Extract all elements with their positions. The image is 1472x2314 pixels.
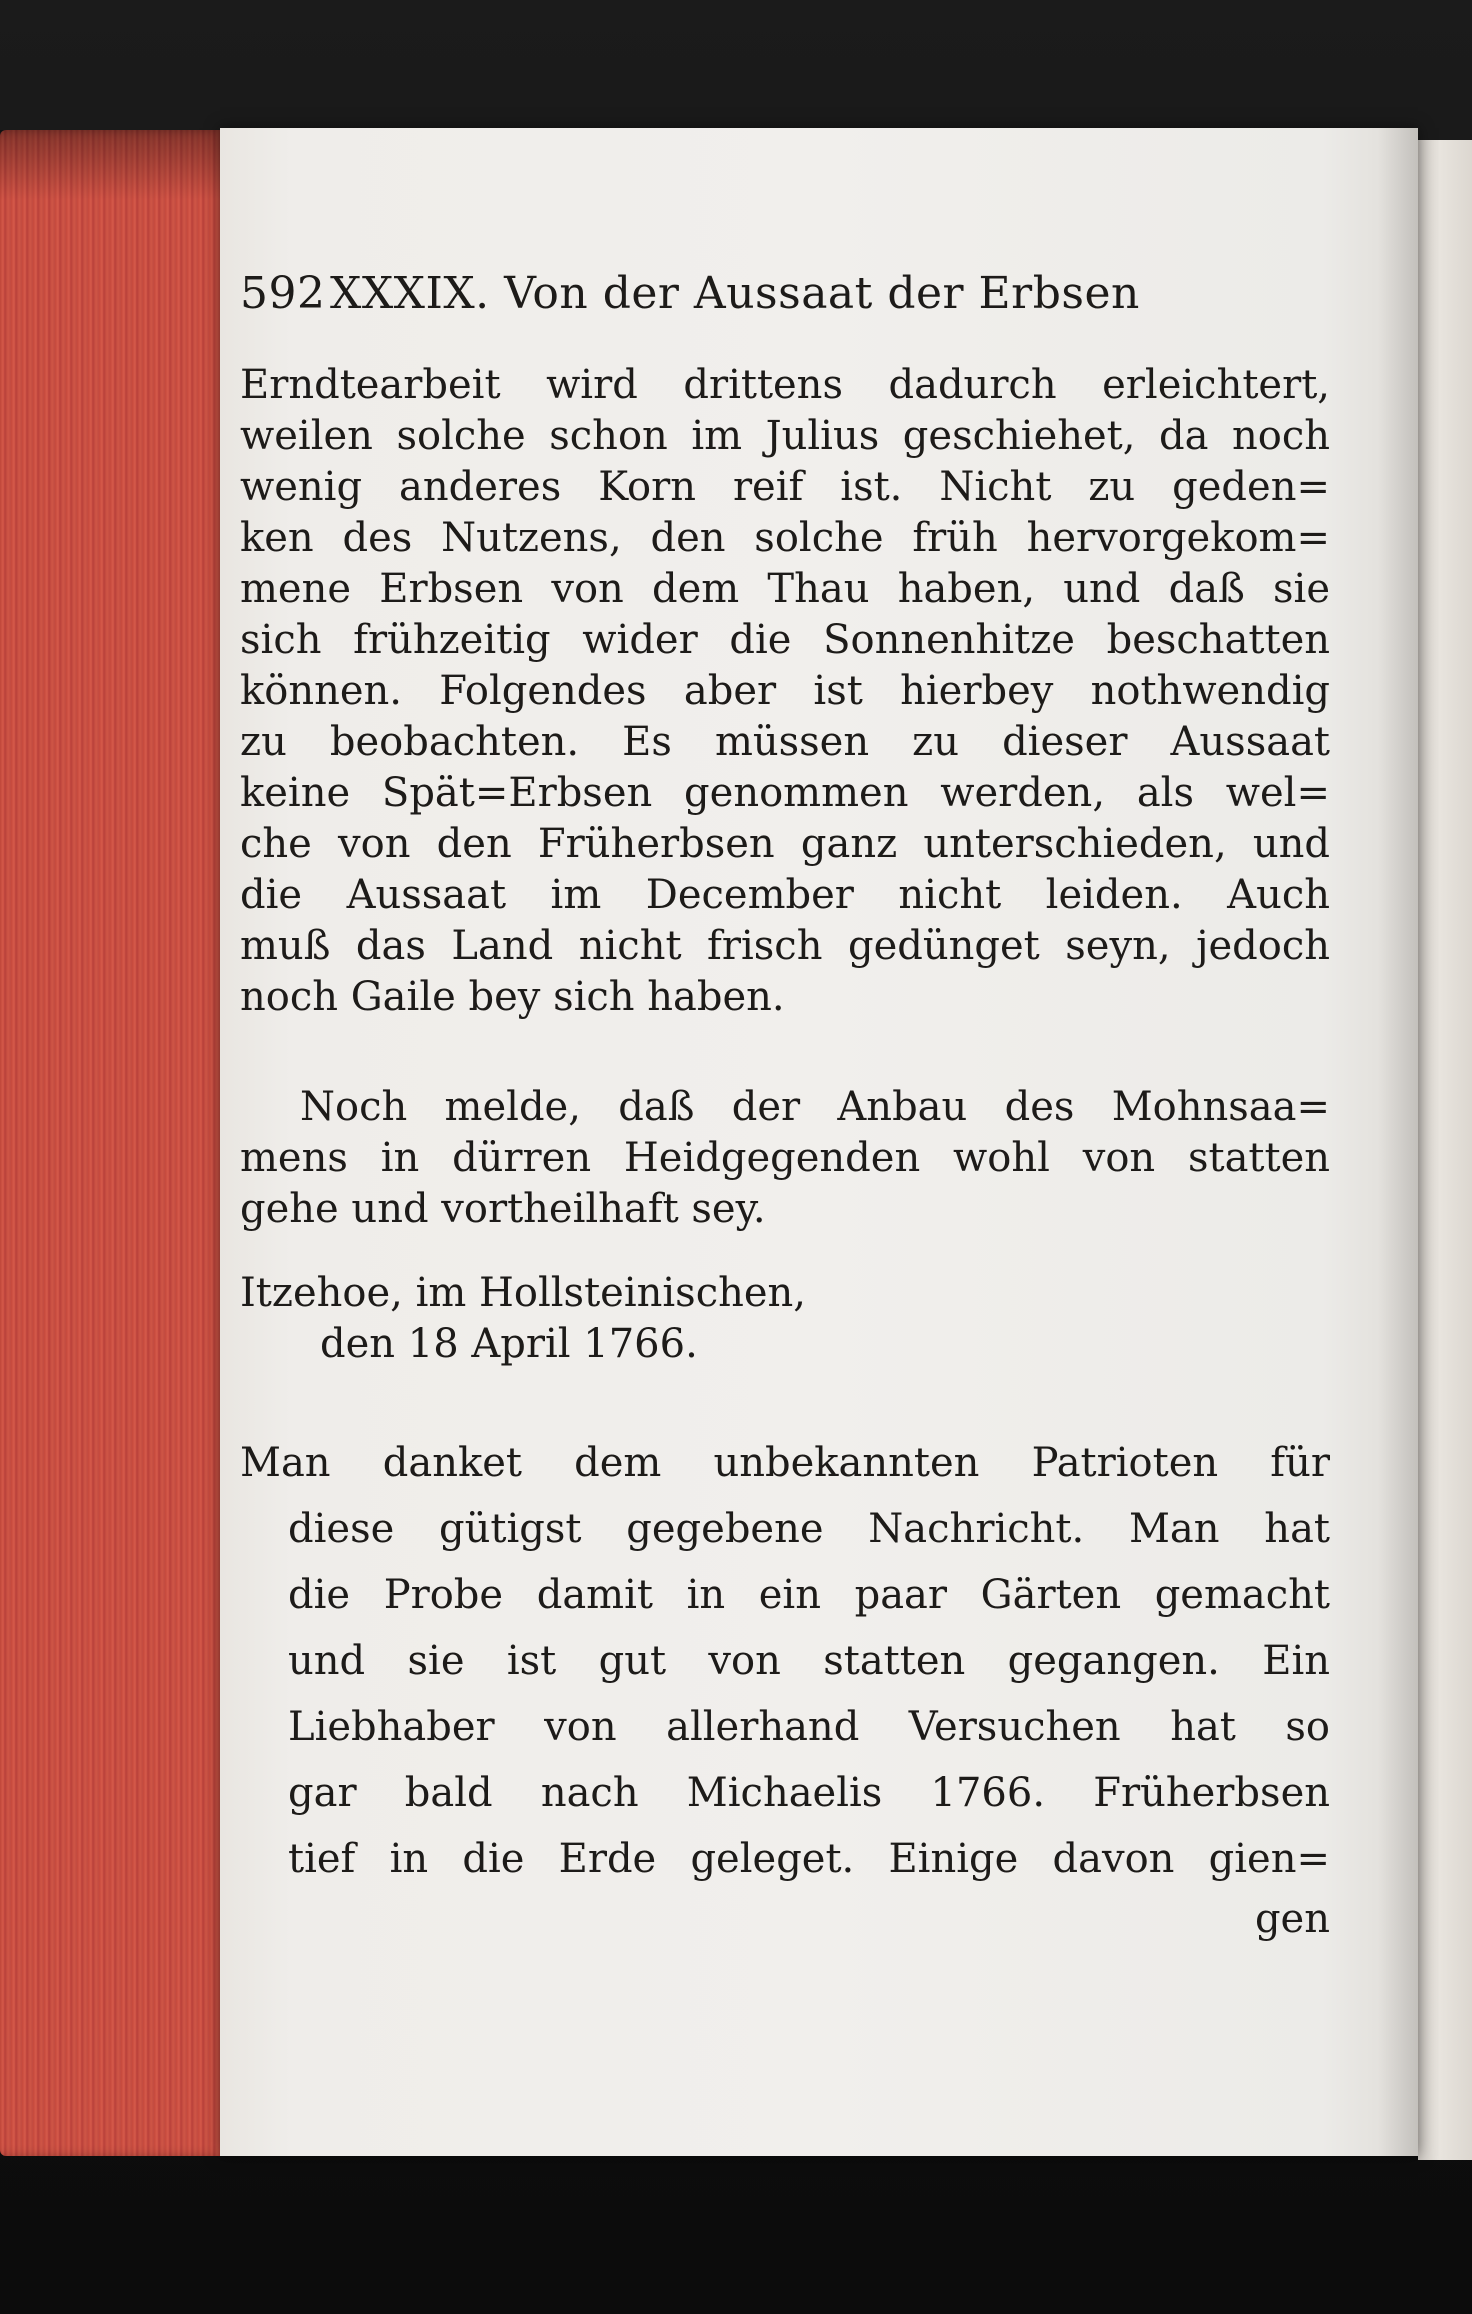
paragraph-1 <box>240 360 1330 1023</box>
chapter-title: XXXIX. Von der Aussaat der Erbsen <box>330 268 1140 319</box>
text-line: muß das Land nicht frisch gedünget seyn, jedoch <box>240 923 1330 969</box>
text-line: tief in die Erde geleget. Einige davon gien= <box>288 1836 1330 1882</box>
text-line: Noch melde, daß der Anbau des Mohnsaa= <box>300 1084 1330 1130</box>
date-line: den 18 April 1766. <box>320 1321 698 1367</box>
text-line: die Aussaat im December nicht leiden. Auch <box>240 872 1330 918</box>
text-line: Man danket dem unbekannten Patrioten für <box>240 1440 1330 1486</box>
running-header <box>240 268 1330 319</box>
text-line: gar bald nach Michaelis 1766. Früherbsen <box>288 1770 1330 1816</box>
editor-note <box>240 1430 1330 1892</box>
text-line: können. Folgendes aber ist hierbey nothwendig <box>240 668 1330 714</box>
text-line: gehe und vortheilhaft sey. <box>240 1186 766 1232</box>
text-line: diese gütigst gegebene Nachricht. Man hat <box>288 1506 1330 1552</box>
text-line: zu beobachten. Es müssen zu dieser Aussaat <box>240 719 1330 765</box>
text-line: ken des Nutzens, den solche früh hervorgekom= <box>240 515 1330 561</box>
book-page-edges <box>0 130 250 2156</box>
text-line: keine Spät=Erbsen genommen werden, als wel= <box>240 770 1330 816</box>
text-line: che von den Früherbsen ganz unterschieden, und <box>240 821 1330 867</box>
adjacent-page <box>1418 140 1472 2160</box>
gutter-shadow <box>1378 128 1418 2156</box>
text-line: und sie ist gut von statten gegangen. Ein <box>288 1638 1330 1684</box>
book-edge-shadow <box>0 130 250 200</box>
text-line: die Probe damit in ein paar Gärten gemacht <box>288 1572 1330 1618</box>
text-line: sich frühzeitig wider die Sonnenhitze beschatten <box>240 617 1330 663</box>
text-line: mens in dürren Heidgegenden wohl von statten <box>240 1135 1330 1181</box>
text-line: Liebhaber von allerhand Versuchen hat so <box>288 1704 1330 1750</box>
paragraph-2 <box>240 1082 1330 1235</box>
catchword: gen <box>1254 1896 1330 1942</box>
text-line: mene Erbsen von dem Thau haben, und daß sie <box>240 566 1330 612</box>
place-line: Itzehoe, im Hollsteinischen, <box>240 1270 807 1316</box>
text-line: noch Gaile bey sich haben. <box>240 974 785 1020</box>
text-line: wenig anderes Korn reif ist. Nicht zu geden= <box>240 464 1330 510</box>
place-date <box>240 1268 1330 1370</box>
text-line: weilen solche schon im Julius geschiehet, da noch <box>240 413 1330 459</box>
page-number: 592 <box>240 268 326 319</box>
text-line: Erndtearbeit wird drittens dadurch erleichtert, <box>240 362 1330 408</box>
